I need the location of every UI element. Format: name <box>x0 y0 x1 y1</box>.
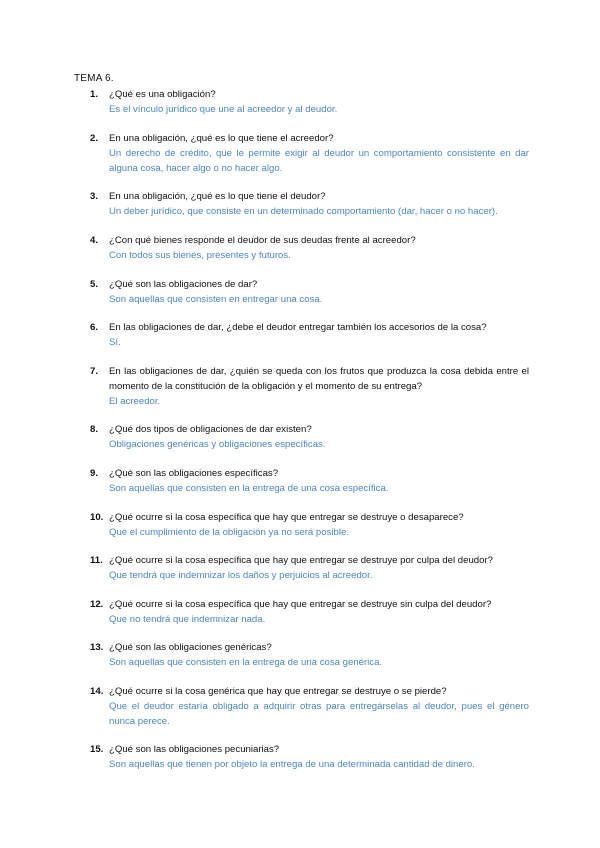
question-number: 6. <box>90 322 99 333</box>
document-title: TEMA 6. <box>74 73 114 84</box>
question-text: ¿Qué dos tipos de obligaciones de dar existen? <box>109 424 312 435</box>
answer-text: El acreedor. <box>109 396 161 407</box>
question-text: En las obligaciones de dar, ¿debe el deudor entregar también los accesorios de la cosa? <box>109 322 487 333</box>
question-text: ¿Qué es una obligación? <box>109 89 216 100</box>
answer-text: Sí. <box>109 337 121 348</box>
question-text: En una obligación, ¿qué es lo que tiene el acreedor? <box>109 133 334 144</box>
question-number: 15. <box>90 744 104 755</box>
question-number: 1. <box>90 89 99 100</box>
question-number: 13. <box>90 642 104 653</box>
question-number: 9. <box>90 468 99 479</box>
answer-text: Obligaciones genéricas y obligaciones específicas. <box>109 439 326 450</box>
question-number: 4. <box>90 235 99 246</box>
question-number: 11. <box>90 555 103 566</box>
question-text: ¿Qué ocurre si la cosa específica que hay que entregar se destruye por culpa del deudor? <box>109 555 493 566</box>
answer-text: Son aquellas que consisten en la entrega de una cosa específica. <box>109 483 389 494</box>
question-number: 10. <box>90 512 104 523</box>
question-number: 2. <box>90 133 99 144</box>
question-number: 14. <box>90 686 104 697</box>
answer-text: Son aquellas que consisten en entregar una cosa. <box>109 294 323 305</box>
question-text: ¿Qué son las obligaciones de dar? <box>109 279 258 290</box>
answer-text: Que tendrá que indemnizar los daños y perjuicios al acreedor. <box>109 570 373 581</box>
answer-text: Que el deudor estaría obligado a adquirir otras para entregárselas al deudor, pues el género nunca perece. <box>109 701 529 727</box>
answer-text: Es el vínculo jurídico que une al acreedor y al deudor. <box>109 104 338 115</box>
question-number: 12. <box>90 599 104 610</box>
question-number: 7. <box>90 366 99 377</box>
answer-text: Que el cumplimiento de la obligación ya no será posible. <box>109 527 349 538</box>
question-text: ¿Qué ocurre si la cosa específica que hay que entregar se destruye o desaparece? <box>109 512 464 523</box>
question-text: ¿Qué son las obligaciones específicas? <box>109 468 279 479</box>
question-text: En las obligaciones de dar, ¿quién se queda con los frutos que produzca la cosa debida entre el momento de la constitución de la obligación y el momento de su entrega? <box>109 366 529 392</box>
answer-text: Un derecho de crédito, que le permite exigir al deudor un comportamiento consistente en dar alguna cosa, hacer algo o no hacer algo. <box>109 148 529 174</box>
answer-text: Con todos sus bienes, presentes y futuros. <box>109 250 291 261</box>
answer-text: Un deber jurídico, que consiste en un determinado comportamiento (dar, hacer o no hacer). <box>109 206 498 217</box>
question-text: ¿Con qué bienes responde el deudor de sus deudas frente al acreedor? <box>109 235 416 246</box>
answer-text: Son aquellas que tienen por objeto la entrega de una determinada cantidad de dinero. <box>109 759 475 770</box>
question-number: 5. <box>90 279 99 290</box>
question-number: 8. <box>90 424 99 435</box>
question-text: En una obligación, ¿qué es lo que tiene el deudor? <box>109 191 326 202</box>
answer-text: Son aquellas que consisten en la entrega de una cosa genérica. <box>109 657 383 668</box>
question-text: ¿Qué son las obligaciones genéricas? <box>109 642 272 653</box>
question-text: ¿Qué ocurre si la cosa específica que hay que entregar se destruye sin culpa del deudor? <box>109 599 492 610</box>
question-number: 3. <box>90 191 99 202</box>
question-text: ¿Qué ocurre si la cosa genérica que hay que entregar se destruye o se pierde? <box>109 686 447 697</box>
question-text: ¿Qué son las obligaciones pecuniarias? <box>109 744 280 755</box>
answer-text: Que no tendrá que indemnizar nada. <box>109 614 266 625</box>
